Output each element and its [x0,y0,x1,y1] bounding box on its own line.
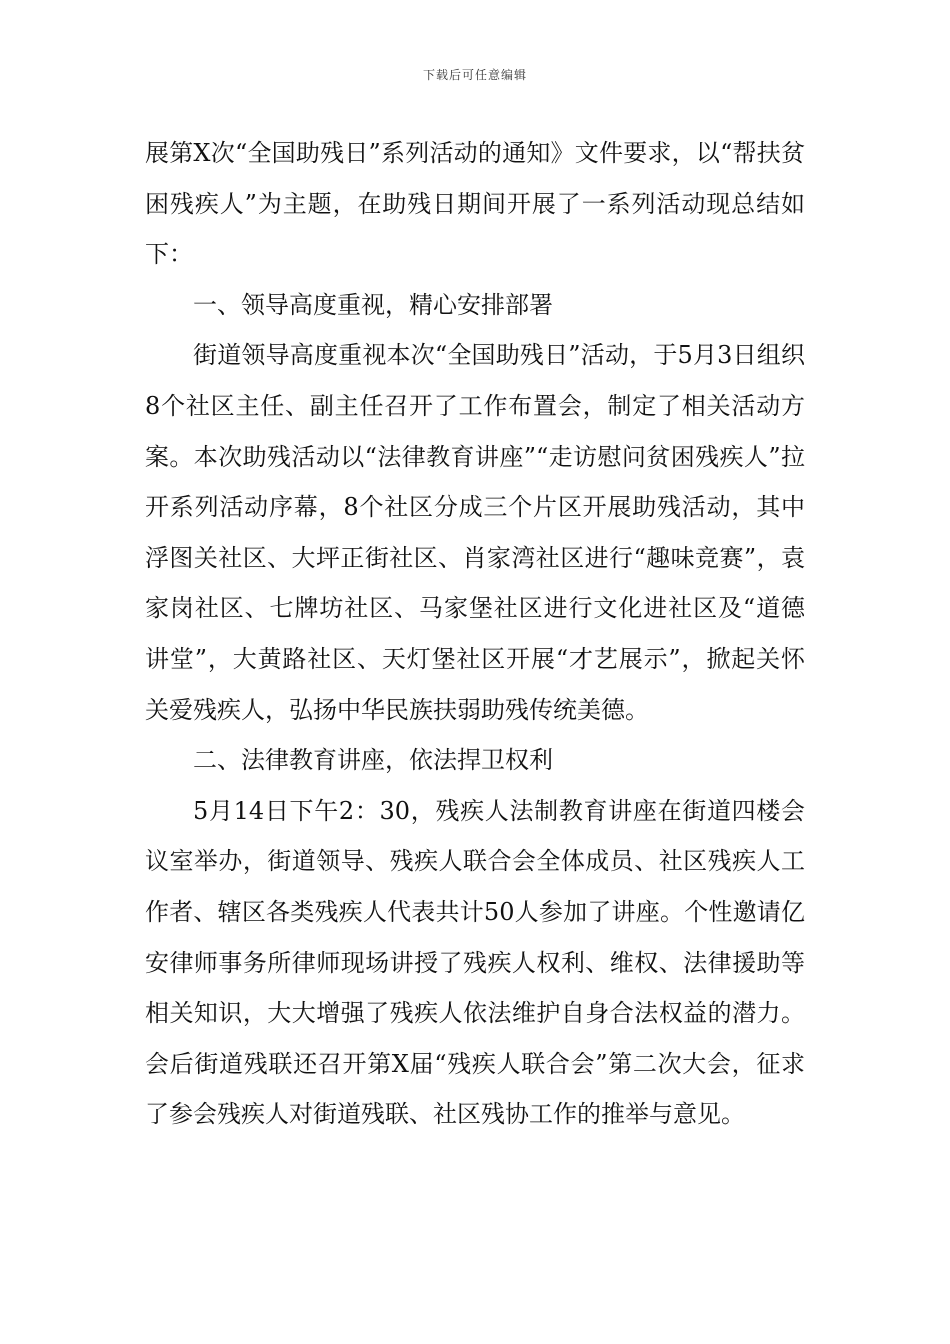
page-header-note: 下载后可任意编辑 [422,68,527,82]
document-body [145,128,805,1140]
paragraph-intro-continuation: 展第X次“全国助残日”系列活动的通知》文件要求，以“帮扶贫困残疾人”为主题，在助残日期间开展了一系列活动现总结如下： [145,139,805,269]
section-heading-2: 二、法律教育讲座，依法捍卫权利 [193,746,553,775]
section-heading-1: 一、领导高度重视，精心安排部署 [193,290,553,319]
paragraph-section-2: 5月14日下午2：30，残疾人法制教育讲座在街道四楼会议室举办，街道领导、残疾人联合会全体成员、社区残疾人工作者、辖区各类残疾人代表共计50人参加了讲座。个性邀请亿安律师事务所律师现场讲授了残疾人权利、维权、法律援助等相关知识，大大增强了残疾人依法维护自身合法权益的潜力。会后街道残联还召开第X届“残疾人联合会”第二次大会，征求了参会残疾人对街道残联、社区残协工作的推举与意见。 [145,796,805,1129]
paragraph-section-1: 街道领导高度重视本次“全国助残日”活动，于5月3日组织8个社区主任、副主任召开了工作布置会，制定了相关活动方案。本次助残活动以“法律教育讲座”“走访慰问贫困残疾人”拉开系列活动序幕，8个社区分成三个片区开展助残活动，其中浮图关社区、大坪正街社区、肖家湾社区进行“趣味竞赛”，袁家岗社区、七牌坊社区、马家堡社区进行文化进社区及“道德讲堂”，大黄路社区、天灯堡社区开展“才艺展示”，掀起关怀关爱残疾人，弘扬中华民族扶弱助残传统美德。 [145,341,805,724]
